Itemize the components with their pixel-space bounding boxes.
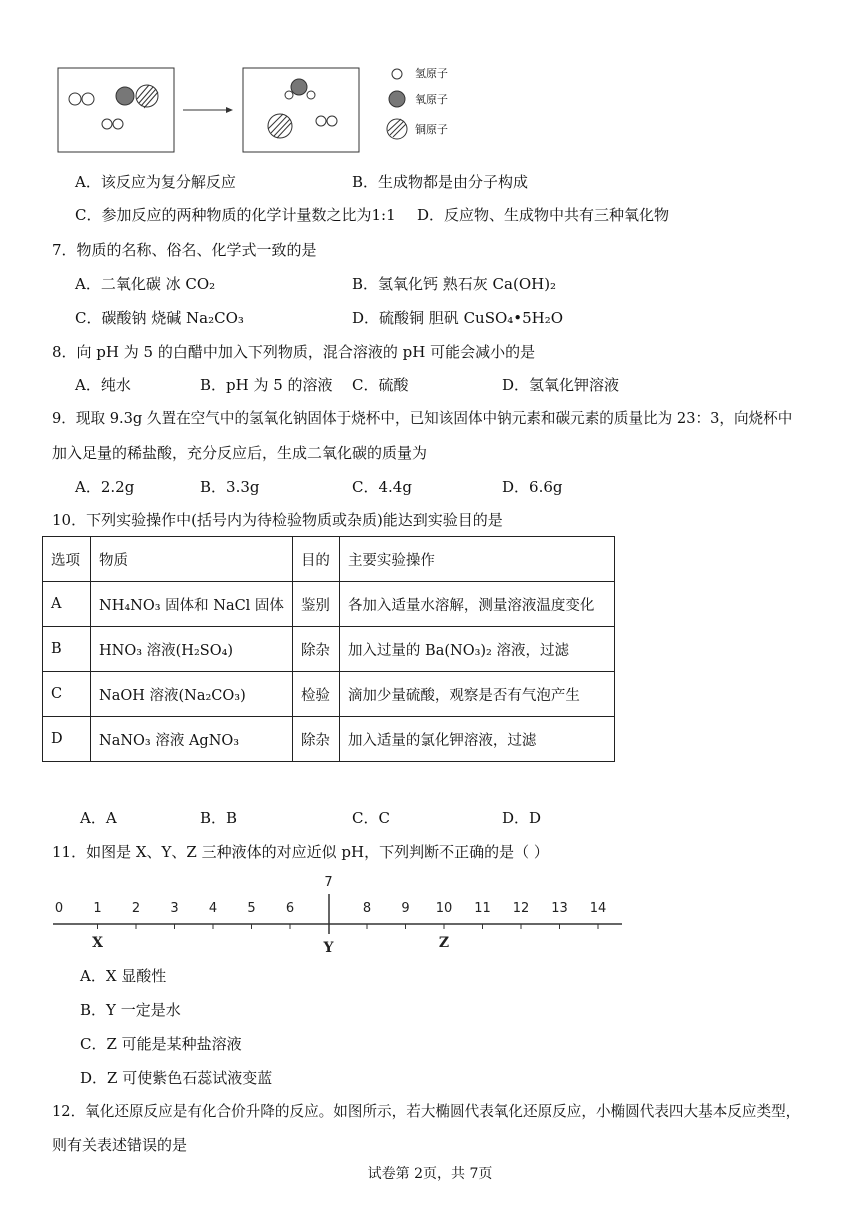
ph-tick-label: 11 — [474, 901, 491, 916]
q7-option-d[interactable]: D．硫酸铜 胆矾 CuSO₄•5H₂O — [352, 309, 564, 327]
legend-hydrogen: 氢原子 — [415, 67, 448, 80]
q6-option-d[interactable]: D．反应物、生成物中共有三种氧化物 — [417, 206, 670, 224]
q9-option-d[interactable]: D．6.6g — [502, 478, 563, 496]
q11-option-b[interactable]: B．Y 一定是水 — [80, 1001, 181, 1019]
table-header-row — [43, 537, 615, 582]
table-cell: 各加入适量水溶解，测量溶液温度变化 — [339, 582, 614, 627]
q10-option-a[interactable]: A．A — [80, 809, 117, 827]
ph-marker-z: Z — [438, 935, 450, 951]
ph-marker-x: X — [92, 935, 103, 951]
q11-option-c[interactable]: C．Z 可能是某种盐溶液 — [80, 1035, 242, 1053]
copper-atom — [268, 114, 292, 138]
water-molecule — [285, 79, 315, 99]
ph-tick-label: 6 — [285, 901, 295, 916]
ph-tick-label: 9 — [401, 901, 410, 916]
table-cell: 除杂 — [292, 627, 339, 672]
h2-molecule — [102, 119, 123, 129]
q7-option-c[interactable]: C．碳酸钠 烧碱 Na₂CO₃ — [75, 309, 244, 327]
oxygen-legend-icon — [389, 91, 405, 107]
q12-stem-line1: 12．氧化还原反应是有化合价升降的反应。如图所示，若大椭圆代表氧化还原反应，小椭圆代表四大基本反应类型， — [52, 1103, 801, 1120]
q9-option-a[interactable]: A．2.2g — [75, 478, 135, 496]
table-cell: 加入适量的氯化钾溶液，过滤 — [339, 717, 614, 762]
table-row — [43, 627, 615, 672]
table-row — [43, 672, 615, 717]
header-cell: 主要实验操作 — [339, 537, 614, 582]
q9-stem-line1: 9．现取 9.3g 久置在空气中的氢氧化钠固体于烧杯中，已知该固体中钠元素和碳元素的质量比为 23：3，向烧杯中 — [52, 410, 793, 427]
legend-copper: 铜原子 — [415, 123, 448, 136]
q7-option-a[interactable]: A．二氧化碳 冰 CO₂ — [75, 275, 216, 293]
table-cell: D — [43, 717, 91, 762]
q11-stem: 11．如图是 X、Y、Z 三种液体的对应近似 pH，下列判断不正确的是（ ） — [52, 843, 549, 861]
hydrogen-legend-icon — [392, 69, 402, 79]
ph-tick-label: 5 — [247, 901, 256, 916]
ph-tick-label: 13 — [551, 901, 568, 916]
q8-option-b[interactable]: B．pH 为 5 的溶液 — [200, 376, 333, 394]
q10-stem: 10．下列实验操作中(括号内为待检验物质或杂质)能达到实验目的是 — [52, 511, 503, 529]
ph-tick-label: 3 — [170, 901, 179, 916]
table-cell: 检验 — [292, 672, 339, 717]
ph-tick-label: 12 — [512, 901, 530, 916]
q6-option-b[interactable]: B．生成物都是由分子构成 — [352, 173, 529, 191]
reaction-diagram-svg — [55, 65, 455, 155]
q10-option-d[interactable]: D．D — [502, 809, 542, 827]
q10-option-b[interactable]: B．B — [200, 809, 238, 827]
q9-stem-line2: 加入足量的稀盐酸，充分反应后，生成二氧化碳的质量为 — [52, 444, 428, 462]
q8-stem: 8．向 pH 为 5 的白醋中加入下列物质，混合溶液的 pH 可能会减小的是 — [52, 343, 536, 361]
ph-tick-label: 7 — [324, 875, 333, 890]
ph-tick-label: 1 — [93, 901, 102, 916]
ph-tick-label: 2 — [131, 901, 141, 916]
oxygen-atom — [116, 87, 134, 105]
table-cell: 鉴别 — [292, 582, 339, 627]
table-cell: 滴加少量硫酸，观察是否有气泡产生 — [339, 672, 614, 717]
table-cell: 加入过量的 Ba(NO₃)₂ 溶液，过滤 — [339, 627, 614, 672]
header-cell: 目的 — [292, 537, 339, 582]
q12-stem-line2: 则有关表述错误的是 — [52, 1136, 188, 1154]
q8-option-c[interactable]: C．硫酸 — [352, 376, 409, 394]
copper-atom — [136, 85, 158, 108]
header-cell: 物质 — [91, 537, 293, 582]
q7-stem: 7．物质的名称、俗名、化学式一致的是 — [52, 241, 317, 259]
reactants-box — [58, 68, 174, 152]
table-row — [43, 582, 615, 627]
q8-option-d[interactable]: D．氢氧化钾溶液 — [502, 376, 620, 394]
q7-option-b[interactable]: B．氢氧化钙 熟石灰 Ca(OH)₂ — [352, 275, 557, 293]
table-cell: NaOH 溶液(Na₂CO₃) — [91, 672, 293, 717]
table-cell: A — [43, 582, 91, 627]
q6-option-a[interactable]: A．该反应为复分解反应 — [75, 173, 236, 191]
h2-molecule — [69, 93, 94, 105]
table-cell: 除杂 — [292, 717, 339, 762]
table-cell: B — [43, 627, 91, 672]
q11-option-d[interactable]: D．Z 可使紫色石蕊试液变蓝 — [80, 1069, 273, 1087]
ph-tick-label: 10 — [435, 901, 453, 916]
q11-option-a[interactable]: A．X 显酸性 — [80, 967, 167, 985]
table-cell: NaNO₃ 溶液 AgNO₃ — [91, 717, 293, 762]
ph-tick-label: 0 — [54, 901, 64, 916]
ph-tick-label: 8 — [362, 901, 372, 916]
header-cell: 选项 — [43, 537, 91, 582]
ph-marker-y: Y — [323, 940, 334, 956]
q10-option-c[interactable]: C．C — [352, 809, 390, 827]
copper-legend-icon — [387, 119, 407, 139]
h2-molecule — [316, 116, 337, 126]
ph-tick-label: 4 — [208, 901, 218, 916]
reaction-diagram — [55, 65, 455, 155]
ph-scale-svg — [50, 872, 630, 956]
table-cell: NH₄NO₃ 固体和 NaCl 固体 — [91, 582, 293, 627]
q8-option-a[interactable]: A．纯水 — [75, 376, 131, 394]
q10-table — [42, 536, 615, 762]
q9-option-b[interactable]: B．3.3g — [200, 478, 260, 496]
table-cell: C — [43, 672, 91, 717]
ph-scale — [50, 872, 630, 956]
table-cell: HNO₃ 溶液(H₂SO₄) — [91, 627, 293, 672]
legend-oxygen: 氧原子 — [415, 93, 448, 106]
table-row — [43, 717, 615, 762]
q9-option-c[interactable]: C．4.4g — [352, 478, 412, 496]
ph-tick-label: 14 — [589, 901, 607, 916]
page-footer: 试卷第 2页，共 7页 — [367, 1166, 493, 1182]
q6-option-c[interactable]: C．参加反应的两种物质的化学计量数之比为1:1 — [75, 206, 396, 224]
